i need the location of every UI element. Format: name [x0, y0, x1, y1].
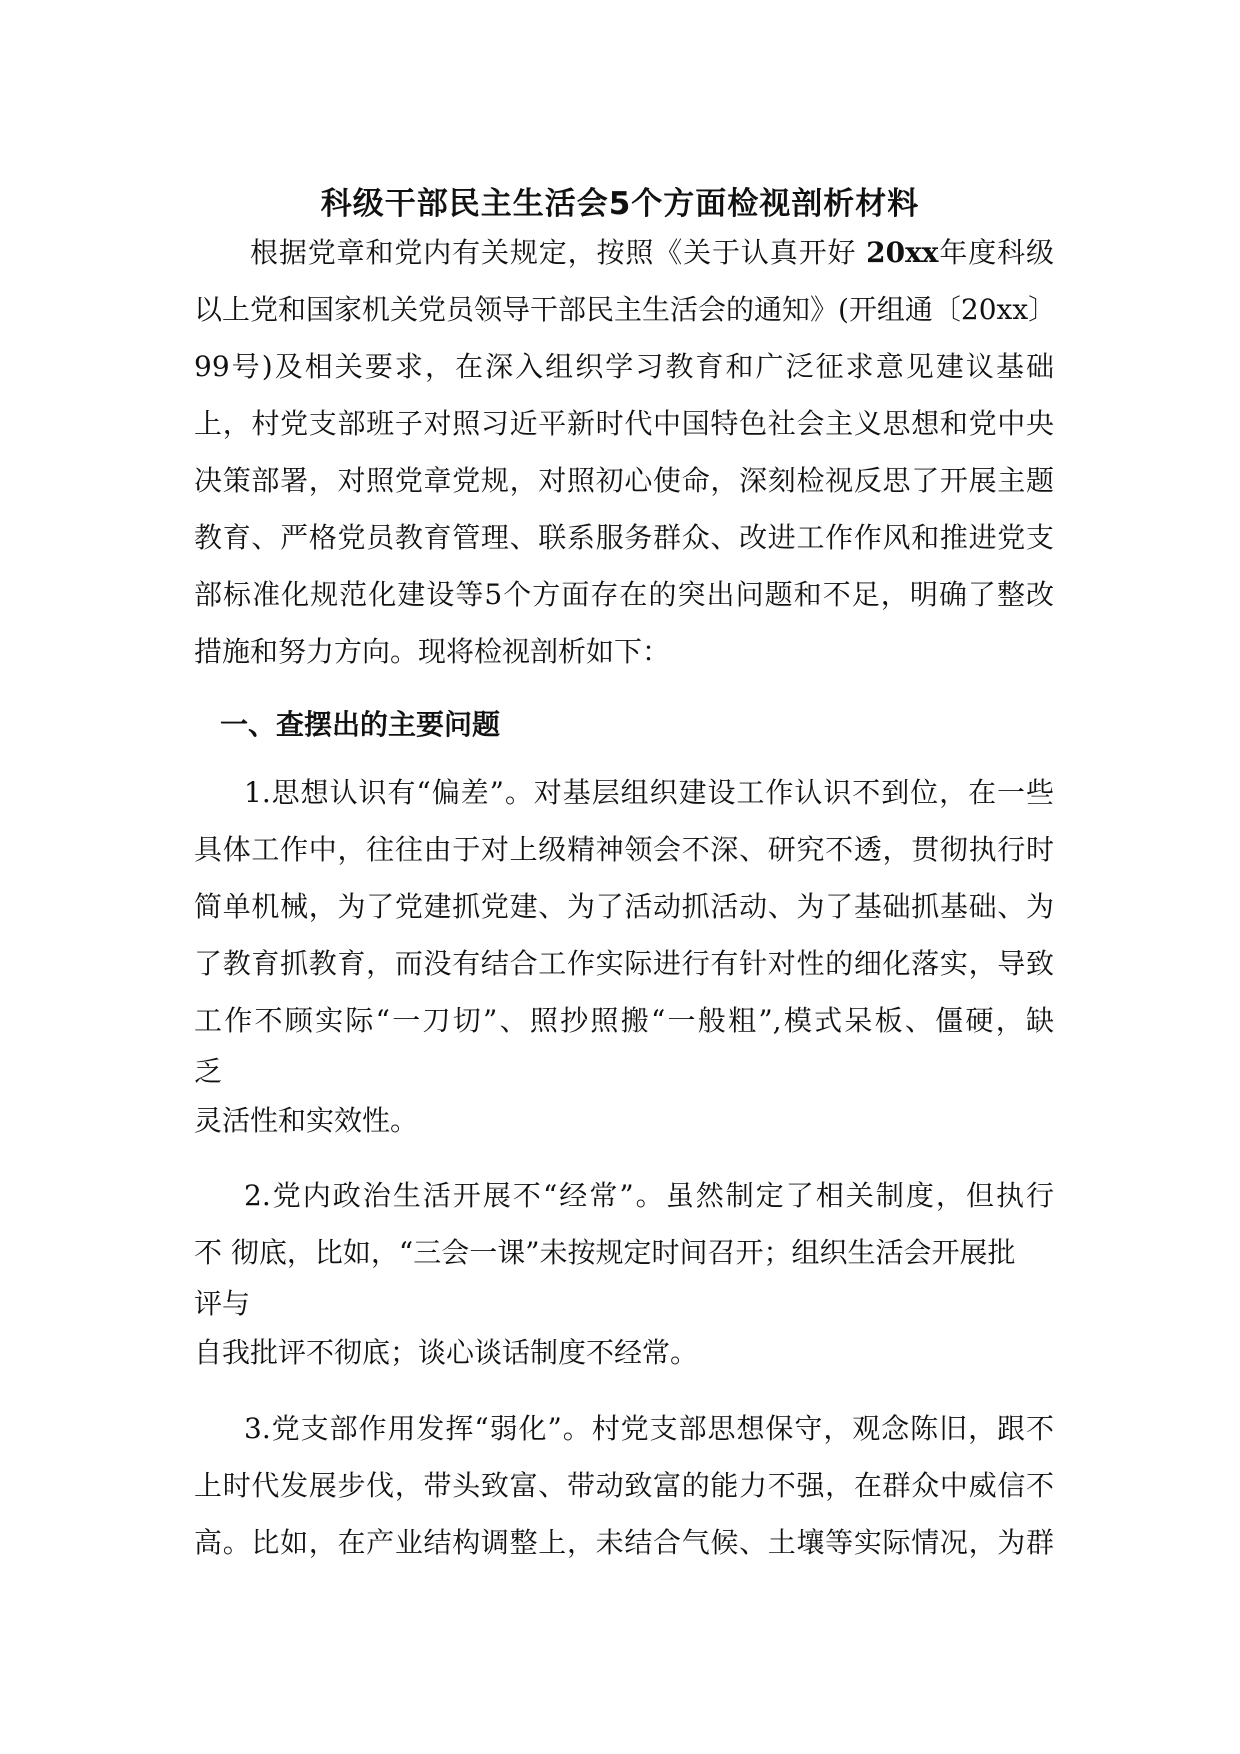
intro-line-8: 措施和努力方向。现将检视剖析如下：: [194, 635, 671, 668]
item2-line-2: 不 彻底，比如，“三会一课”未按规定时间召开；组织生活会开展批: [194, 1236, 1016, 1269]
intro-line-5: 决策部署，对照党章党规，对照初心使命，深刻检视反思了开展主题: [194, 464, 1054, 497]
item1-line-7: 灵活性和实效性。: [194, 1104, 419, 1137]
section-heading-1: 一、查摆出的主要问题: [220, 708, 501, 741]
item1-line-5: 工作不顾实际“一刀切”、照抄照搬“一般粗”,模式呆板、僵硬，缺: [194, 1004, 1054, 1037]
item3-line-3: 高。比如，在产业结构调整上，未结合气候、土壤等实际情况，为群: [194, 1526, 1054, 1559]
item1-line-4: 了教育抓教育，而没有结合工作实际进行有针对性的细化落实，导致: [194, 947, 1054, 980]
intro-line-6: 教育、严格党员教育管理、联系服务群众、改进工作作风和推进党支: [194, 521, 1054, 554]
intro-line-1: [250, 233, 1054, 273]
item3-line-1: 3.党支部作用发挥“弱化”。村党支部思想保守，观念陈旧，跟不: [244, 1412, 1054, 1445]
item1-line-2: 具体工作中，往往由于对上级精神领会不深、研究不透，贯彻执行时: [194, 833, 1054, 866]
intro-line-1-year: 20xx: [866, 236, 939, 269]
document-title: 科级干部民主生活会5个方面检视剖析材料: [320, 186, 920, 222]
item1-line-6: 乏: [194, 1055, 223, 1088]
item3-line-2: 上时代发展步伐，带头致富、带动致富的能力不强，在群众中威信不: [194, 1469, 1054, 1502]
item2-line-1: 2.党内政治生活开展不“经常”。虽然制定了相关制度，但执行: [244, 1179, 1054, 1212]
item2-line-3: 评与: [194, 1287, 251, 1320]
intro-line-7: 部标准化规范化建设等5个方面存在的突出问题和不足，明确了整改: [194, 578, 1054, 611]
intro-line-3: 99号)及相关要求，在深入组织学习教育和广泛征求意见建议基础: [194, 350, 1054, 383]
intro-line-1-c: 年度科级: [938, 236, 1054, 269]
item2-line-4: 自我批评不彻底；谈心谈话制度不经常。: [194, 1336, 699, 1369]
intro-line-1-a: 根据党章和党内有关规定，按照《关于认真开好: [250, 236, 867, 269]
intro-line-4: 上，村党支部班子对照习近平新时代中国特色社会主义思想和党中央: [194, 407, 1054, 440]
item1-line-1: 1.思想认识有“偏差”。对基层组织建设工作认识不到位，在一些: [244, 776, 1054, 809]
item1-line-3: 简单机械，为了党建抓党建、为了活动抓活动、为了基础抓基础、为: [194, 890, 1054, 923]
intro-line-2: 以上党和国家机关党员领导干部民主生活会的通知》(开组通〔20xx〕: [194, 293, 1057, 326]
